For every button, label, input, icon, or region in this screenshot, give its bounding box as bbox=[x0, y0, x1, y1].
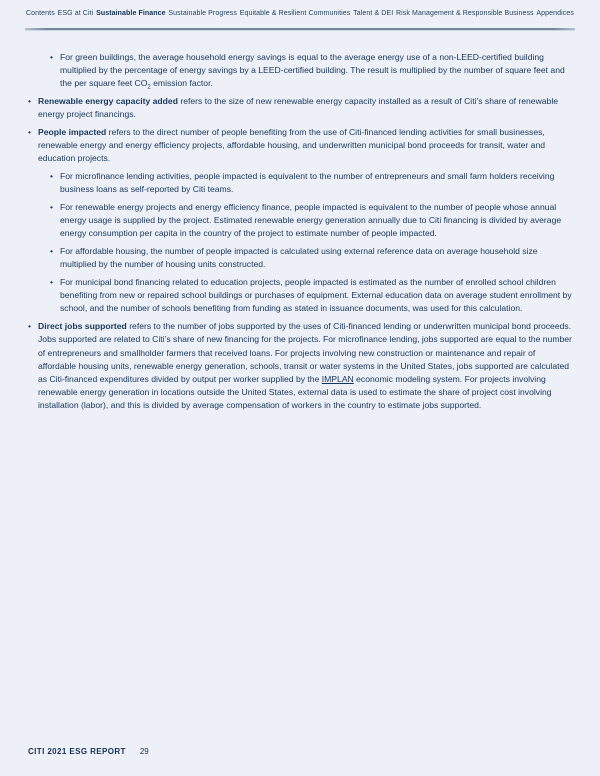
nav-item-equitable-resilient-communities[interactable]: Equitable & Resilient Communities bbox=[239, 10, 351, 17]
bullet-marker: • bbox=[50, 277, 54, 288]
list-item bbox=[28, 95, 572, 121]
nav-item-talent-dei[interactable]: Talent & DEI bbox=[353, 10, 394, 17]
subscript-text: 2 bbox=[147, 85, 151, 92]
list-item-text bbox=[60, 277, 572, 313]
bullet-marker: • bbox=[50, 202, 54, 213]
list-item-text bbox=[60, 202, 561, 238]
bullet-marker: • bbox=[28, 321, 32, 332]
body-text: refers to the number of jobs supported by the uses of Citi-financed lending or underwritten municipal bond proceeds. Jobs supported are related to Citi’s share of new financing for the projects. For microfinance lending, jobs supported are equal to the number of entrepreneurs and smallholder farmers that received loans. For projects involving new construction or maintenance and repair of affordable housing units, renewable energy generation, schools, transit or water systems in the United States, jobs supported are calculated as Citi-financed expenditures divided by output per worker supplied by the bbox=[38, 321, 572, 384]
list-item bbox=[50, 51, 572, 91]
definition-list bbox=[28, 51, 572, 417]
body-text: refers to the size of new renewable energy capacity installed as a result of Citi’s share of renewable energy project financings. bbox=[38, 96, 559, 120]
implan-link[interactable]: IMPLAN bbox=[321, 373, 354, 384]
nav-item-appendices[interactable]: Appendices bbox=[536, 10, 574, 17]
list-item bbox=[28, 126, 572, 166]
bullet-marker: • bbox=[28, 127, 32, 138]
list-item-text bbox=[38, 127, 545, 163]
list-item bbox=[50, 201, 572, 241]
nav-item-sustainable-progress[interactable]: Sustainable Progress bbox=[168, 10, 237, 17]
nav-item-risk-management-responsible-business[interactable]: Risk Management & Responsible Business bbox=[396, 10, 534, 17]
nav-item-esg-at-citi[interactable]: ESG at Citi bbox=[57, 10, 94, 17]
list-item-text bbox=[60, 52, 565, 92]
bullet-marker: • bbox=[50, 246, 54, 257]
body-text: For affordable housing, the number of people impacted is calculated using external reference data on average household size multiplied by the number of housing units constructed. bbox=[60, 246, 538, 270]
bullet-marker: • bbox=[28, 96, 32, 107]
bullet-marker: • bbox=[50, 52, 54, 62]
body-text: For microfinance lending activities, people impacted is equivalent to the number of entrepreneurs and small farm holders receiving business loans as self-reported by Citi teams. bbox=[60, 171, 555, 195]
body-text: refers to the direct number of people benefiting from the use of Citi-financed lending activities for small businesses, renewable energy and energy efficiency projects, affordable housing, and underwritten municipal bond proceeds for transit, water and education projects. bbox=[38, 127, 546, 164]
list-item bbox=[28, 320, 572, 412]
nav-item-sustainable-finance[interactable]: Sustainable Finance bbox=[96, 10, 166, 17]
body-text: For green buildings, the average household energy savings is equal to the average energy use of a non-LEED-certified building multiplied by the percentage of energy savings by a LEED-certified building. The result is multiplied by the number of square feet and the per square feet CO bbox=[60, 52, 565, 89]
body-text: For municipal bond financing related to education projects, people impacted is estimated as the number of enrolled school children benefiting from new or repaired school buildings or purchases of equipment. External education data on average student enrollment by school, and the number of schools benefiting from funding as stated in issuance documents, was used for this calculation. bbox=[60, 277, 572, 314]
list-item bbox=[50, 245, 572, 271]
body-text: economic modeling system. For projects involving renewable energy generation in locations outside the United States, external data is used to estimate the share of project cost involving installation (labor), and this is divided by average compensation of workers in the country to estimate jobs supported. bbox=[38, 373, 552, 411]
term-label: People impacted bbox=[38, 127, 107, 138]
bullet-marker: • bbox=[50, 171, 54, 182]
nav-item-contents[interactable]: Contents bbox=[26, 10, 55, 17]
report-title: CITI 2021 ESG REPORT bbox=[28, 747, 126, 756]
body-text: For renewable energy projects and energy efficiency finance, people impacted is equivalent to the number of people whose annual energy usage is supplied by the project. Estimated renewable energy generation annually due to Citi financing is divided by average energy consumption per capita in the country of the project to estimate number of people impacted. bbox=[60, 202, 562, 239]
body-text: emission factor. bbox=[150, 78, 213, 89]
list-item bbox=[50, 276, 572, 316]
page-number: 29 bbox=[139, 747, 149, 756]
list-item bbox=[50, 170, 572, 196]
list-item-text bbox=[38, 96, 558, 119]
top-nav bbox=[26, 10, 574, 17]
list-item-text bbox=[60, 246, 538, 269]
list-item-text bbox=[38, 321, 572, 410]
list-item-text bbox=[60, 171, 554, 194]
nav-divider bbox=[25, 28, 575, 31]
term-label: Direct jobs supported bbox=[38, 321, 127, 332]
page-footer bbox=[28, 747, 149, 756]
term-label: Renewable energy capacity added bbox=[38, 96, 178, 107]
